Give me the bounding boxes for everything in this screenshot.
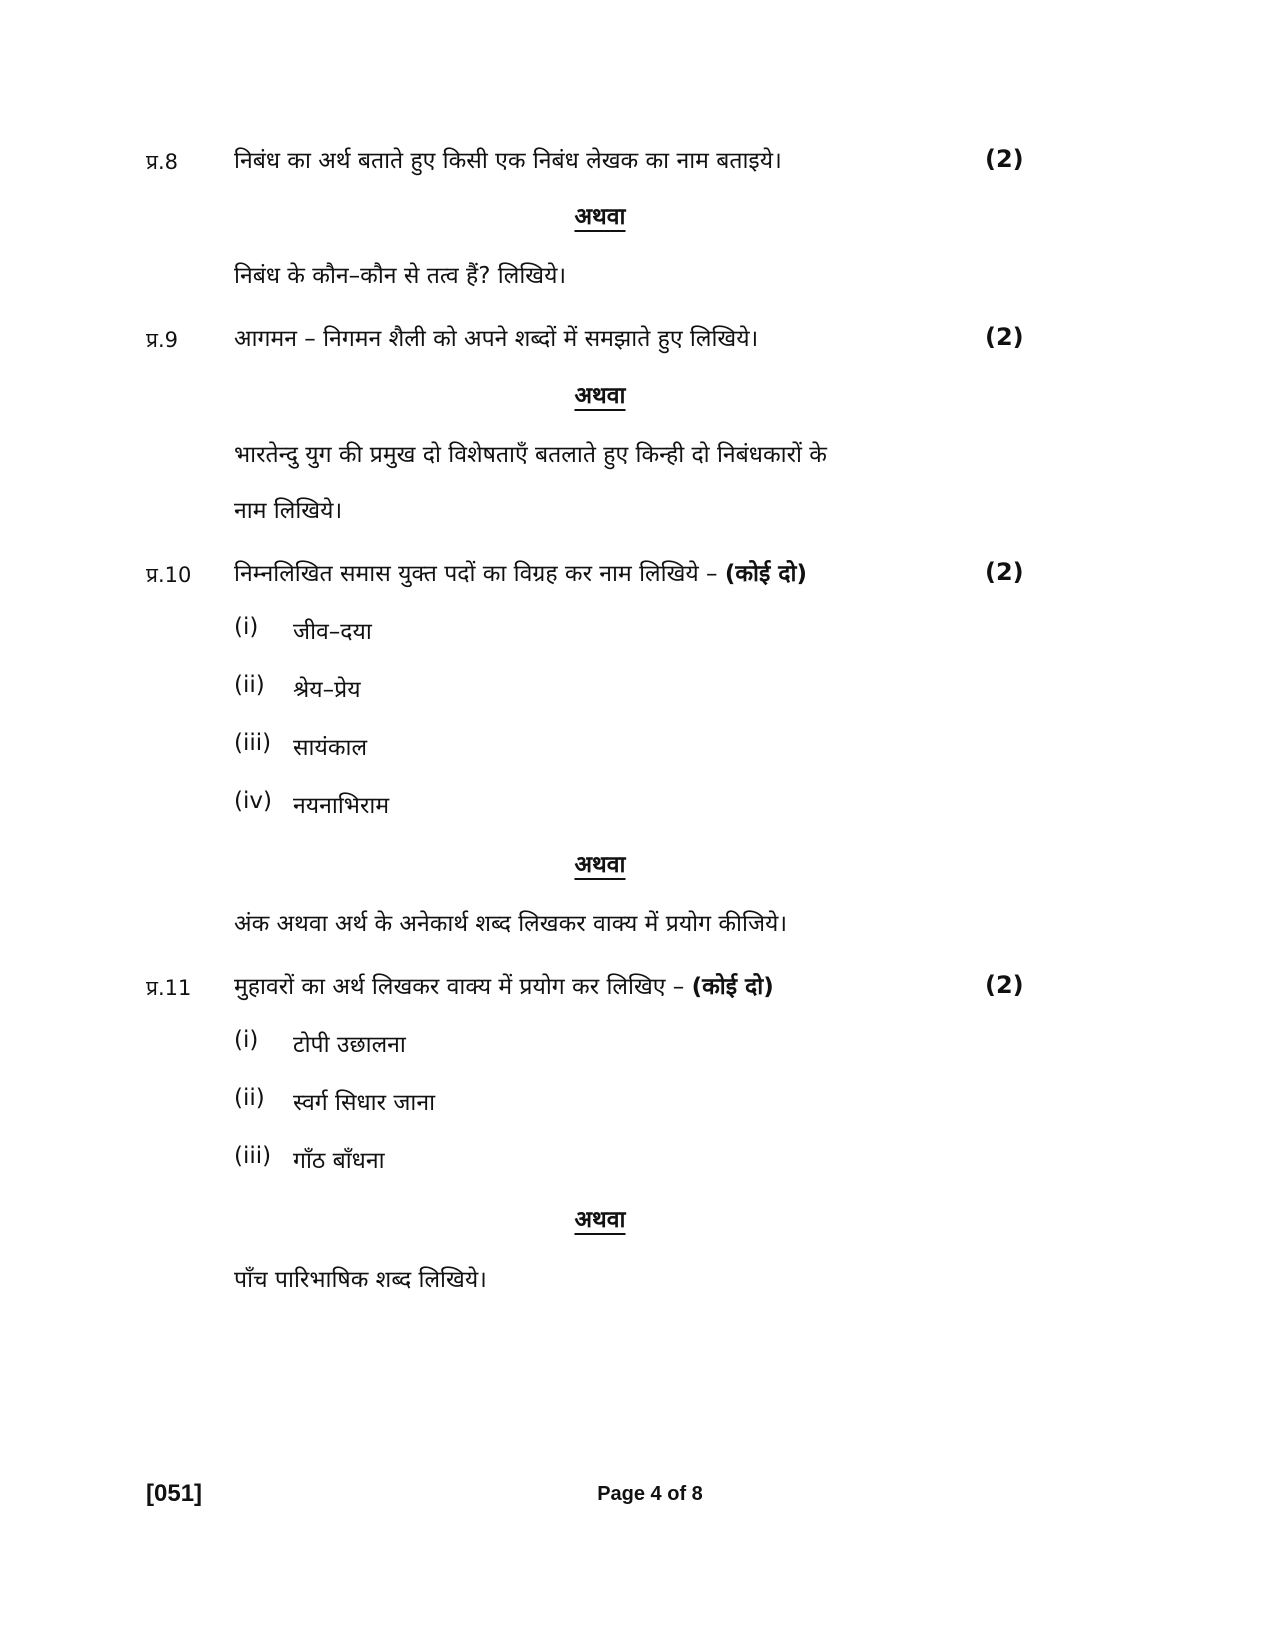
question-10-marks: (2) bbox=[985, 558, 1024, 586]
question-number-9: प्र.9 bbox=[146, 328, 178, 352]
question-11-alternative: पाँच पारिभाषिक शब्द लिखिये। bbox=[234, 1267, 487, 1293]
question-number-10: प्र.10 bbox=[146, 563, 192, 587]
question-11-item-label: (ii) bbox=[234, 1085, 265, 1111]
question-10-item-label: (iii) bbox=[234, 730, 272, 756]
question-11-instruction: मुहावरों का अर्थ लिखकर वाक्य में प्रयोग कर लिखिए – bbox=[234, 974, 685, 1000]
question-number-8: प्र.8 bbox=[146, 150, 178, 174]
question-9-marks: (2) bbox=[985, 323, 1024, 351]
question-10-or-label: अथवा bbox=[574, 852, 626, 878]
question-9-alternative-line-1: भारतेन्दु युग की प्रमुख दो विशेषताएँ बतलाते हुए किन्ही दो निबंधकारों के bbox=[234, 442, 827, 468]
question-10-instruction: निम्नलिखित समास युक्त पदों का विग्रह कर नाम लिखिये – bbox=[234, 561, 718, 587]
question-10-item-text: जीव–दया bbox=[293, 619, 372, 645]
question-10-item-label: (ii) bbox=[234, 672, 265, 698]
page-indicator: Page 4 of 8 bbox=[597, 1483, 703, 1505]
question-11-item-text: गाँठ बाँधना bbox=[293, 1148, 385, 1174]
question-8-or-label: अथवा bbox=[574, 204, 626, 230]
question-11-or-label: अथवा bbox=[574, 1207, 626, 1233]
question-10-item-text: नयनाभिराम bbox=[293, 793, 390, 819]
question-8-marks: (2) bbox=[985, 145, 1024, 173]
question-10-item-label: (iv) bbox=[234, 788, 272, 814]
question-11-item-label: (i) bbox=[234, 1027, 259, 1053]
question-8-alternative: निबंध के कौन–कौन से तत्व हैं? लिखिये। bbox=[234, 263, 567, 289]
question-10-emphasis: (कोई दो) bbox=[724, 561, 807, 587]
question-11-item-text: स्वर्ग सिधार जाना bbox=[293, 1090, 436, 1116]
question-9-text: आगमन – निगमन शैली को अपने शब्दों में समझाते हुए लिखिये। bbox=[234, 326, 759, 352]
question-11-item-label: (iii) bbox=[234, 1143, 272, 1169]
question-10-item-label: (i) bbox=[234, 614, 259, 640]
question-8-text: निबंध का अर्थ बताते हुए किसी एक निबंध लेखक का नाम बताइये। bbox=[234, 148, 782, 174]
paper-code: [051] bbox=[146, 1480, 203, 1507]
question-10-item-text: सायंकाल bbox=[293, 735, 368, 761]
question-11-marks: (2) bbox=[985, 971, 1024, 999]
question-10-text bbox=[234, 556, 807, 588]
question-11-emphasis: (कोई दो) bbox=[691, 974, 774, 1000]
question-10-alternative: अंक अथवा अर्थ के अनेकार्थ शब्द लिखकर वाक्य में प्रयोग कीजिये। bbox=[234, 911, 788, 937]
question-11-text bbox=[234, 969, 774, 1001]
question-9-or-label: अथवा bbox=[574, 383, 626, 409]
question-10-item-text: श्रेय–प्रेय bbox=[293, 677, 361, 703]
question-number-11: प्र.11 bbox=[146, 976, 192, 1000]
question-11-item-text: टोपी उछालना bbox=[293, 1032, 406, 1058]
question-9-alternative-line-2: नाम लिखिये। bbox=[234, 498, 343, 524]
